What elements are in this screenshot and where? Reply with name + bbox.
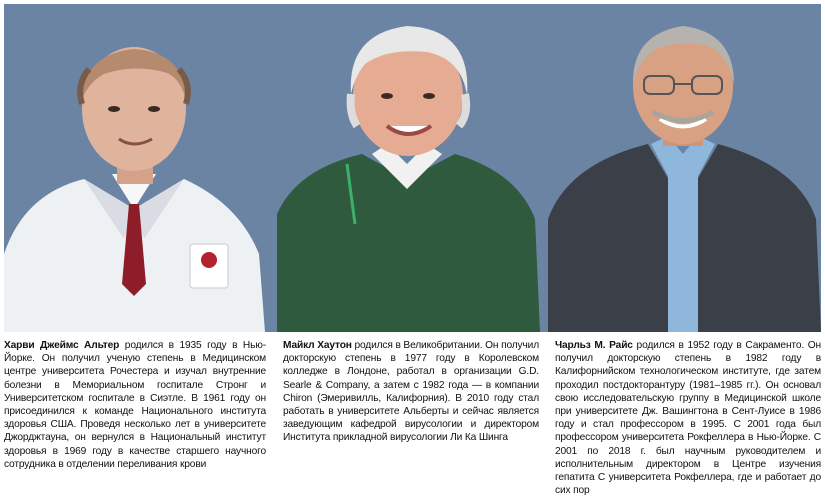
caption-charles-rice	[555, 339, 821, 497]
laureate-bio: родился в 1935 году в Нью-Йорке. Он получил ученую степень в Медицинском центре университета Рочестера и изучал внутренние болезни в Мемориальном госпитале Стронг и Университетском госпитале в Сиэтле. В 1961 году он присоединился к команде Национального института здоровья США. Проведя несколько лет в университете Джорджтауна, он вернулся в Национальный институт здоровья в 1969 году в качестве старшего научного сотрудника в отделении переливания крови	[4, 340, 266, 470]
portrait-harvey-alter-image	[4, 4, 265, 332]
portrait-michael-houghton	[277, 4, 540, 332]
portrait-charles-rice	[548, 4, 821, 332]
portrait-charles-rice-image	[548, 4, 821, 332]
caption-harvey-alter	[4, 339, 266, 471]
laureate-name: Харви Джеймс Альтер	[4, 340, 120, 351]
laureate-bio: родился в Великобритании. Он получил докторскую степень в 1977 году в Королевском колледже в Лондоне, работал в организации G.D. Searle & Company, а затем с 1982 года — в компании Chiron (Эмеривилль, Калифорния). В 2010 году стал работать в университете Альберты и сейчас является заведующим кафедрой вирусологии и директором Института прикладной вирусологии Ли Ка Шинга	[283, 340, 539, 444]
laureate-bio: родился в 1952 году в Сакраменто. Он получил докторскую степень в 1982 году в Калифорнийском технологическом институте, где затем проходил постдокторантуру (1981–1985 гг.). Он основал свою исследовательскую группу в Медицинской школе при университете Дж. Вашингтона в Сент-Луисе в 1986 году и стал профессором в 1995. С 2001 года был профессором университета Рокфеллера в Нью-Йорке. С 2001 по 2018 г. был научным руководителем и исполнительным директором в Центре изучения гепатита С университета Рокфеллера, где и работает до сих пор	[555, 340, 821, 497]
laureate-name: Майкл Хаутон	[283, 340, 352, 351]
laureate-name: Чарльз М. Райс	[555, 340, 633, 351]
caption-michael-houghton	[283, 339, 539, 445]
portrait-harvey-alter	[4, 4, 265, 332]
portrait-michael-houghton-image	[277, 4, 540, 332]
